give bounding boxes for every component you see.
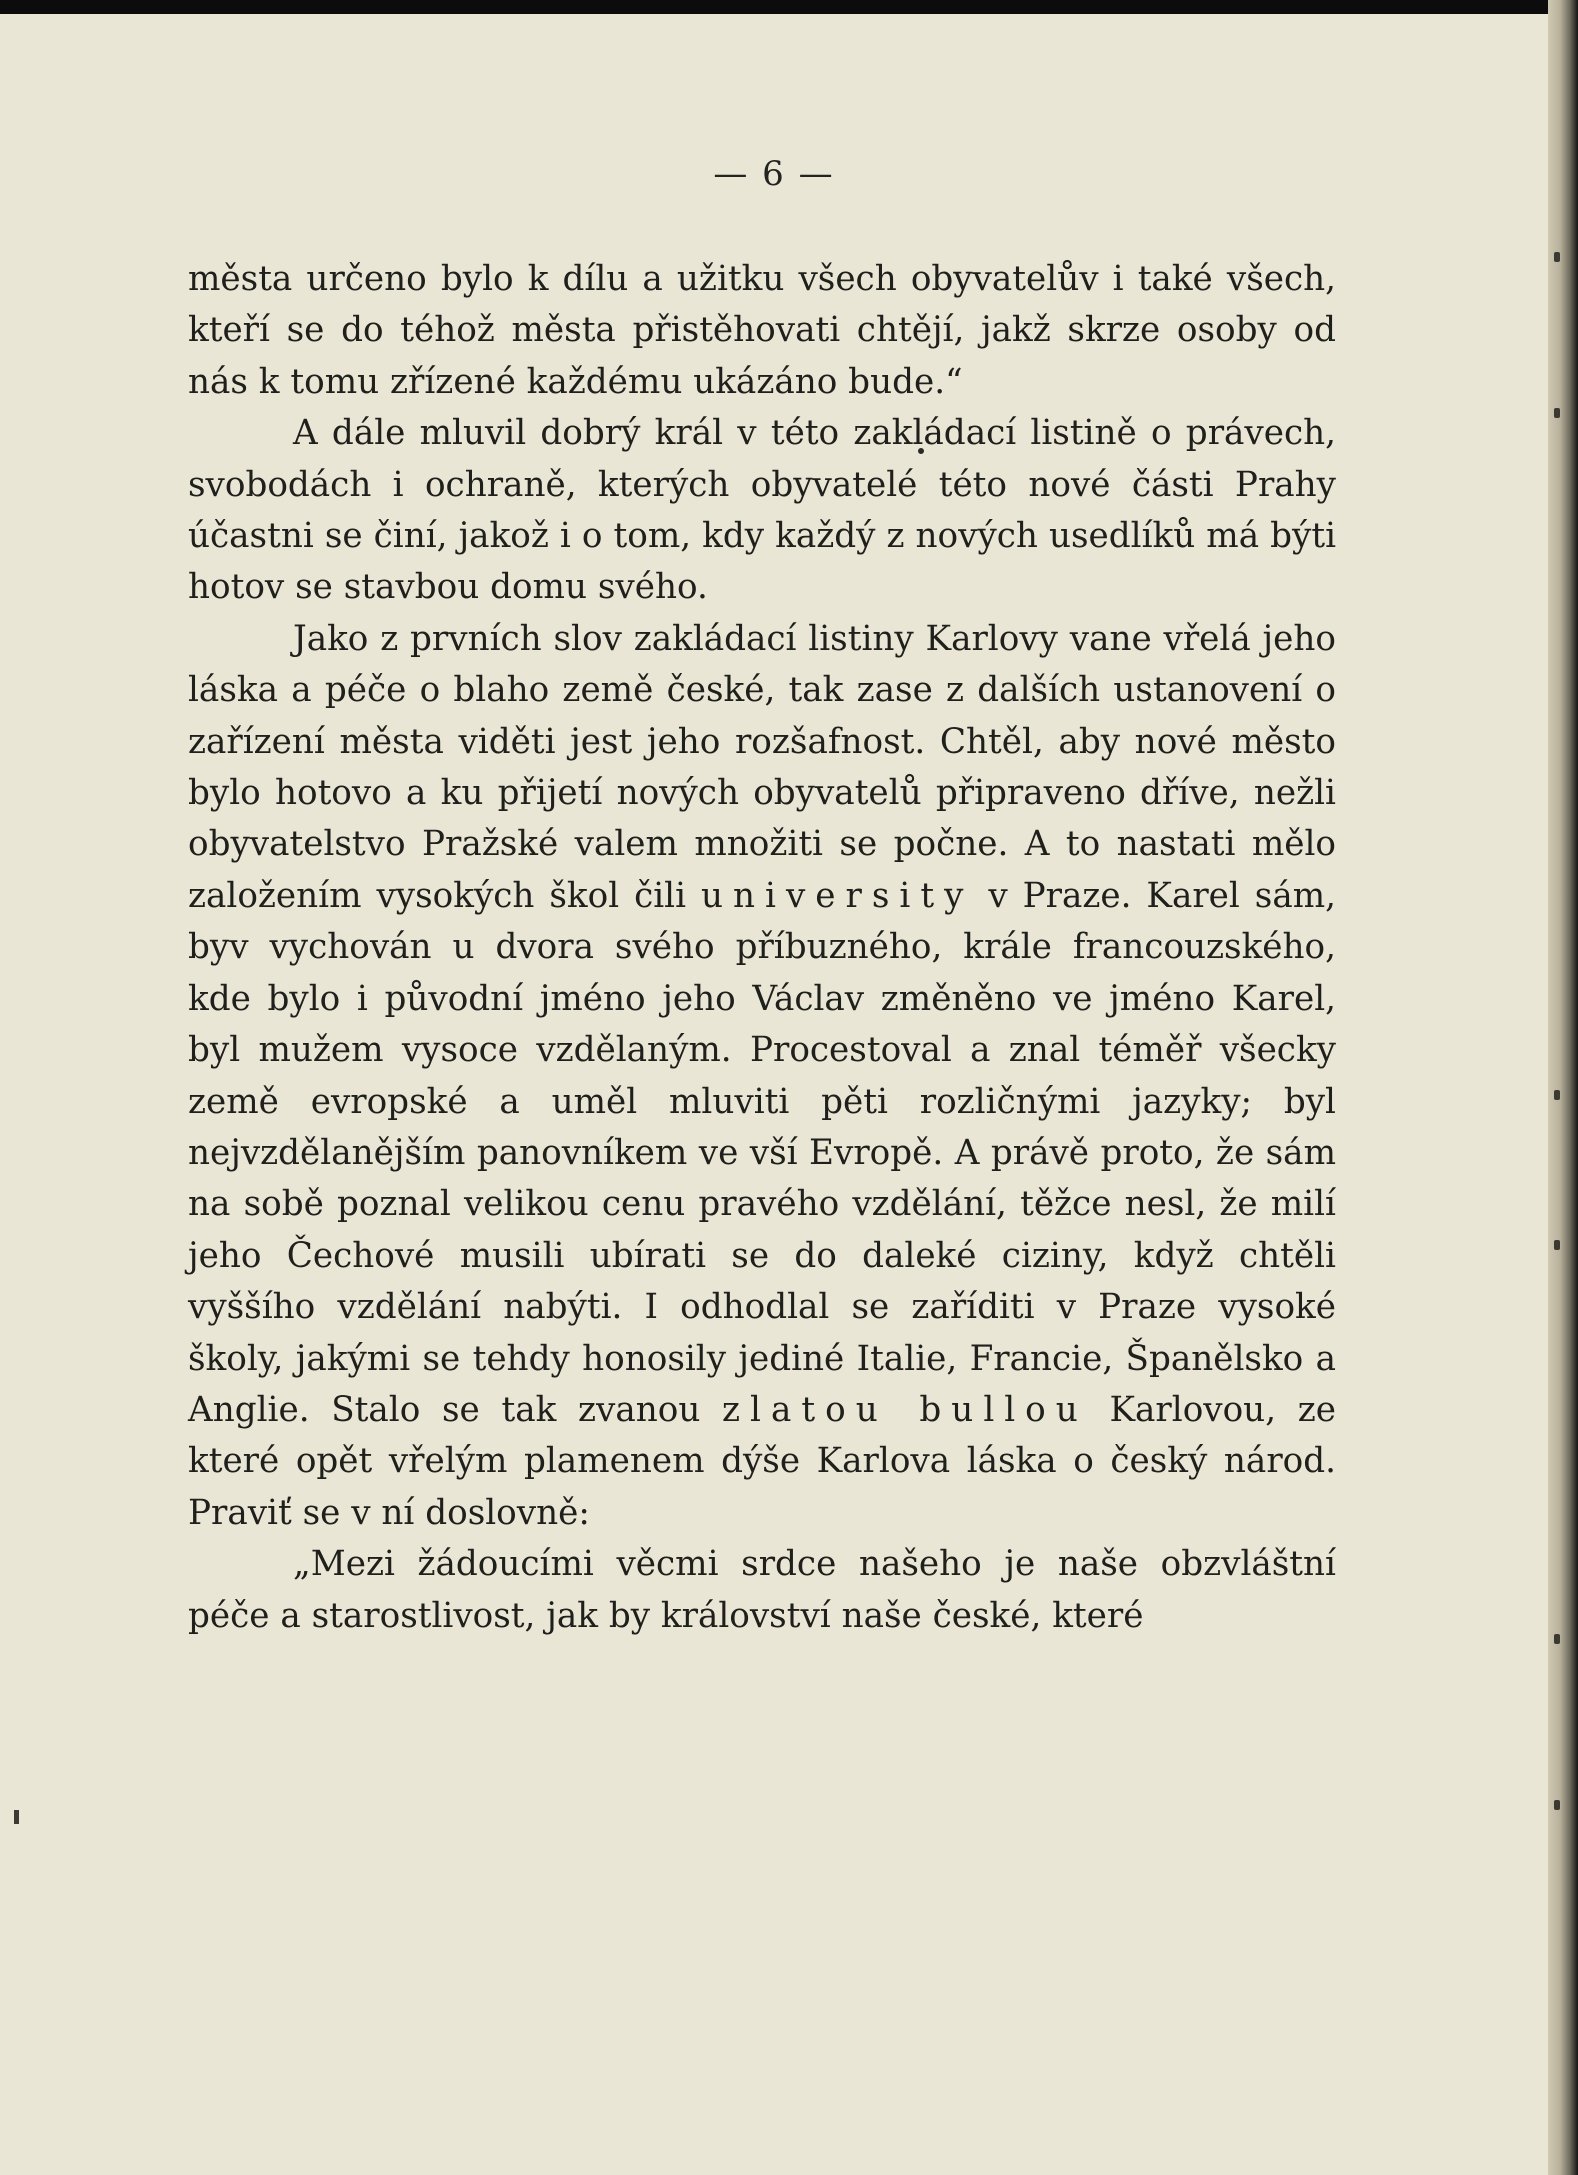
edge-mark <box>1554 1240 1560 1250</box>
edge-mark <box>1554 252 1560 262</box>
paragraph-3 <box>188 614 1336 1539</box>
paragraph-3-part-c: Karlovou, ze které opět vřelým plamenem dýše Karlova láska o český národ. Praviť se v ní doslovně: <box>188 1389 1336 1533</box>
paragraph-1: města určeno bylo k dílu a užitku všech obyvatelův i také všech, kteří se do téhož města přistěhovati chtějí, jakž skrze osoby od nás k tomu zřízené každému ukázáno bude.“ <box>188 259 1336 402</box>
paragraph-3-part-a: Jako z prvních slov zakládací listiny Karlovy vane vřelá jeho láska a péče o blaho země české, tak zase z dalších ustanovení o zařízení města viděti jest jeho rozšafnost. Chtěl, aby nové město bylo hotovo a ku přijetí nových obyvatelů připraveno dříve, nežli obyvatelstvo Pražské valem množiti se počne. A to nastati mělo založením vysokých škol čili <box>188 618 1336 916</box>
body-text <box>188 254 1336 1642</box>
page-edge <box>1548 0 1578 2175</box>
book-page <box>0 14 1548 2175</box>
paragraph-4: „Mezi žádoucími věcmi srdce našeho je naše obzvláštní péče a starostlivost, jak by království naše české, které <box>188 1544 1336 1636</box>
margin-speck <box>14 1810 19 1824</box>
edge-mark <box>1554 408 1560 418</box>
edge-mark <box>1554 1634 1560 1644</box>
paragraph-2: A dále mluvil dobrý král v této zakládací listině o právech, svobodách i ochraně, kterých obyvatelé této nové části Prahy účastni se činí, jakož i o tom, kdy každý z nových usedlíků má býti hotov se stavbou domu svého. <box>188 413 1336 608</box>
edge-mark <box>1554 1800 1560 1810</box>
page-number: — 6 — <box>713 154 835 194</box>
edge-mark <box>1554 1090 1560 1100</box>
emphasis-zlatou-bullou: zlatou bullou <box>722 1389 1088 1430</box>
paragraph-3-part-b: v Praze. Karel sám, byv vychován u dvora svého příbuzného, krále francouzského, kde bylo i původní jméno jeho Václav změněno ve jméno Karel, byl mužem vysoce vzdělaným. Procestoval a znal téměř všecky země evropské a uměl mluviti pěti rozličnými jazyky; byl nejvzdělanějším panovníkem ve vší Evropě. A právě proto, že sám na sobě poznal velikou cenu pravého vzdělání, těžce nesl, že milí jeho Čechové musili ubírati se do daleké ciziny, když chtěli vyššího vzdělání nabýti. I odhodlal se zaříditi v Praze vysoké školy, jakými se tehdy honosily jediné Italie, Francie, Španělsko a Anglie. Stalo se tak zvanou <box>188 875 1337 1430</box>
emphasis-university: university <box>701 875 974 916</box>
